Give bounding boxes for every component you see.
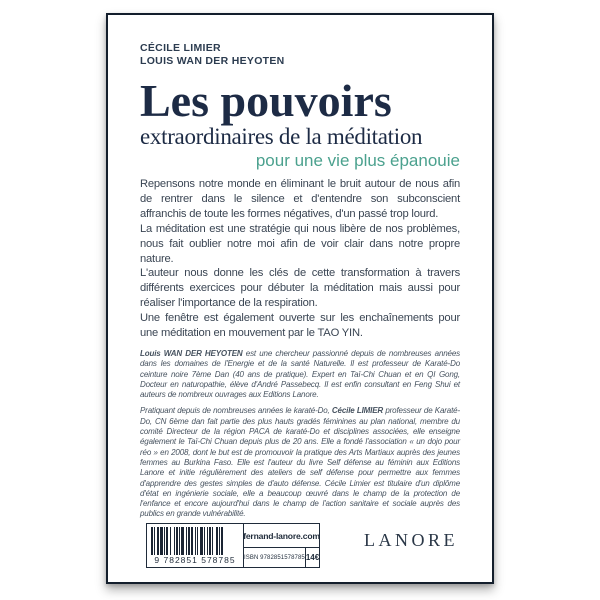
synopsis [140, 177, 460, 341]
author-name-louis-wan-der-heyoten: LOUIS WAN DER HEYOTEN [140, 55, 285, 67]
website-label: fernand-lanore.com [244, 524, 319, 548]
bio-louis-wan-der-heyoten [140, 349, 460, 400]
barcode-info-cell [244, 524, 319, 567]
synopsis-paragraph-2: La méditation est une stratégie qui nous libère de nos problèmes, nous fait oublier notre moi afin de voir clair dans notre propre nature. [140, 222, 460, 265]
book-subtitle: extraordinaires de la méditation [140, 124, 423, 150]
author-bios [140, 349, 460, 520]
book-back-cover [106, 13, 494, 584]
book-tagline: pour une vie plus épanouie [255, 150, 460, 170]
bio-louis-name: Louis WAN DER HEYOTEN [140, 348, 243, 358]
author-names [140, 42, 460, 68]
isbn-row [244, 548, 319, 567]
bio-cecile-intro: Pratiquant depuis de nombreuses années le karaté-Do, [140, 406, 332, 416]
barcode-cell [147, 524, 244, 567]
cover-footer [140, 523, 460, 570]
synopsis-paragraph-1: Repensons notre monde en éliminant le bruit autour de nous afin de rentrer dans le silence et d'entendre son subconscient affranchis de toute les formes négatives, d'un passé trop lourd. [140, 177, 460, 220]
price-label: 14€ [305, 548, 319, 567]
author-name-cecile-limier: CÉCILE LIMIER [140, 42, 221, 54]
bio-louis-text: est une chercheur passionné depuis de nombreuses années dans les domaines de l'Energie et de la santé Naturelle. Il est professeur de Karaté-Do ceinture noire 7ème Dan (40 ans de pratique). Expert en Taï-Chi Chuan et en QI Gong, Docteur en naturopathie, élève d'André Passebecq. Il est enfin consultant en Feng Shui et auteurs de nombreux ouvrages aux Editions Lanore. [140, 348, 460, 400]
publisher-logo-lanore: LANORE [364, 530, 458, 550]
synopsis-paragraph-4: Une fenêtre est également ouverte sur les enchaînements pour une méditation en mouvement par le TAO YIN. [140, 312, 460, 340]
bio-cecile-limier [140, 406, 460, 519]
isbn-label: ISBN 9782851578785 [244, 554, 305, 561]
barcode-block [146, 523, 320, 568]
bio-cecile-text: professeur de Karaté-Do, CN 6ème dan fait partie des plus hauts gradés féminines au plan national, membre du comité Directeur de la région PACA de karaté-Do et disciplines associées, elle enseigne également le Taï-Chi Chuan depuis plus de 20 ans. Elle a fondé l'association « un dojo pour réo » en 2008, dont le but est de promouvoir la pratique des Arts Martiaux auprès des jeunes femmes au Burkina Faso. Elle est l'auteur du livre Self défense au féminin aux Editions Lanore et initie régulièrement des ateliers de self défense pour permettre aux femmes d'apprendre des gestes simples de d'auto défense. Cécile Limier est titulaire d'un diplôme d'état en ingénierie sociale, elle a beaucoup œuvré dans le champ de la protection de l'enfance et encore aujourd'hui dans le champ de l'action sanitaire et sociale auprès des publics en grande vulnérabilité. [140, 406, 460, 519]
barcode-digits: 9 782851 578785 [154, 555, 236, 565]
barcode [151, 527, 239, 555]
book-title: Les pouvoirs [140, 75, 392, 126]
synopsis-paragraph-3: L'auteur nous donne les clés de cette transformation à travers différents exercices pour débuter la méditation mais aussi pour réaliser l'importance de la respiration. [140, 267, 460, 310]
bio-cecile-name: Cécile LIMIER [331, 406, 384, 416]
